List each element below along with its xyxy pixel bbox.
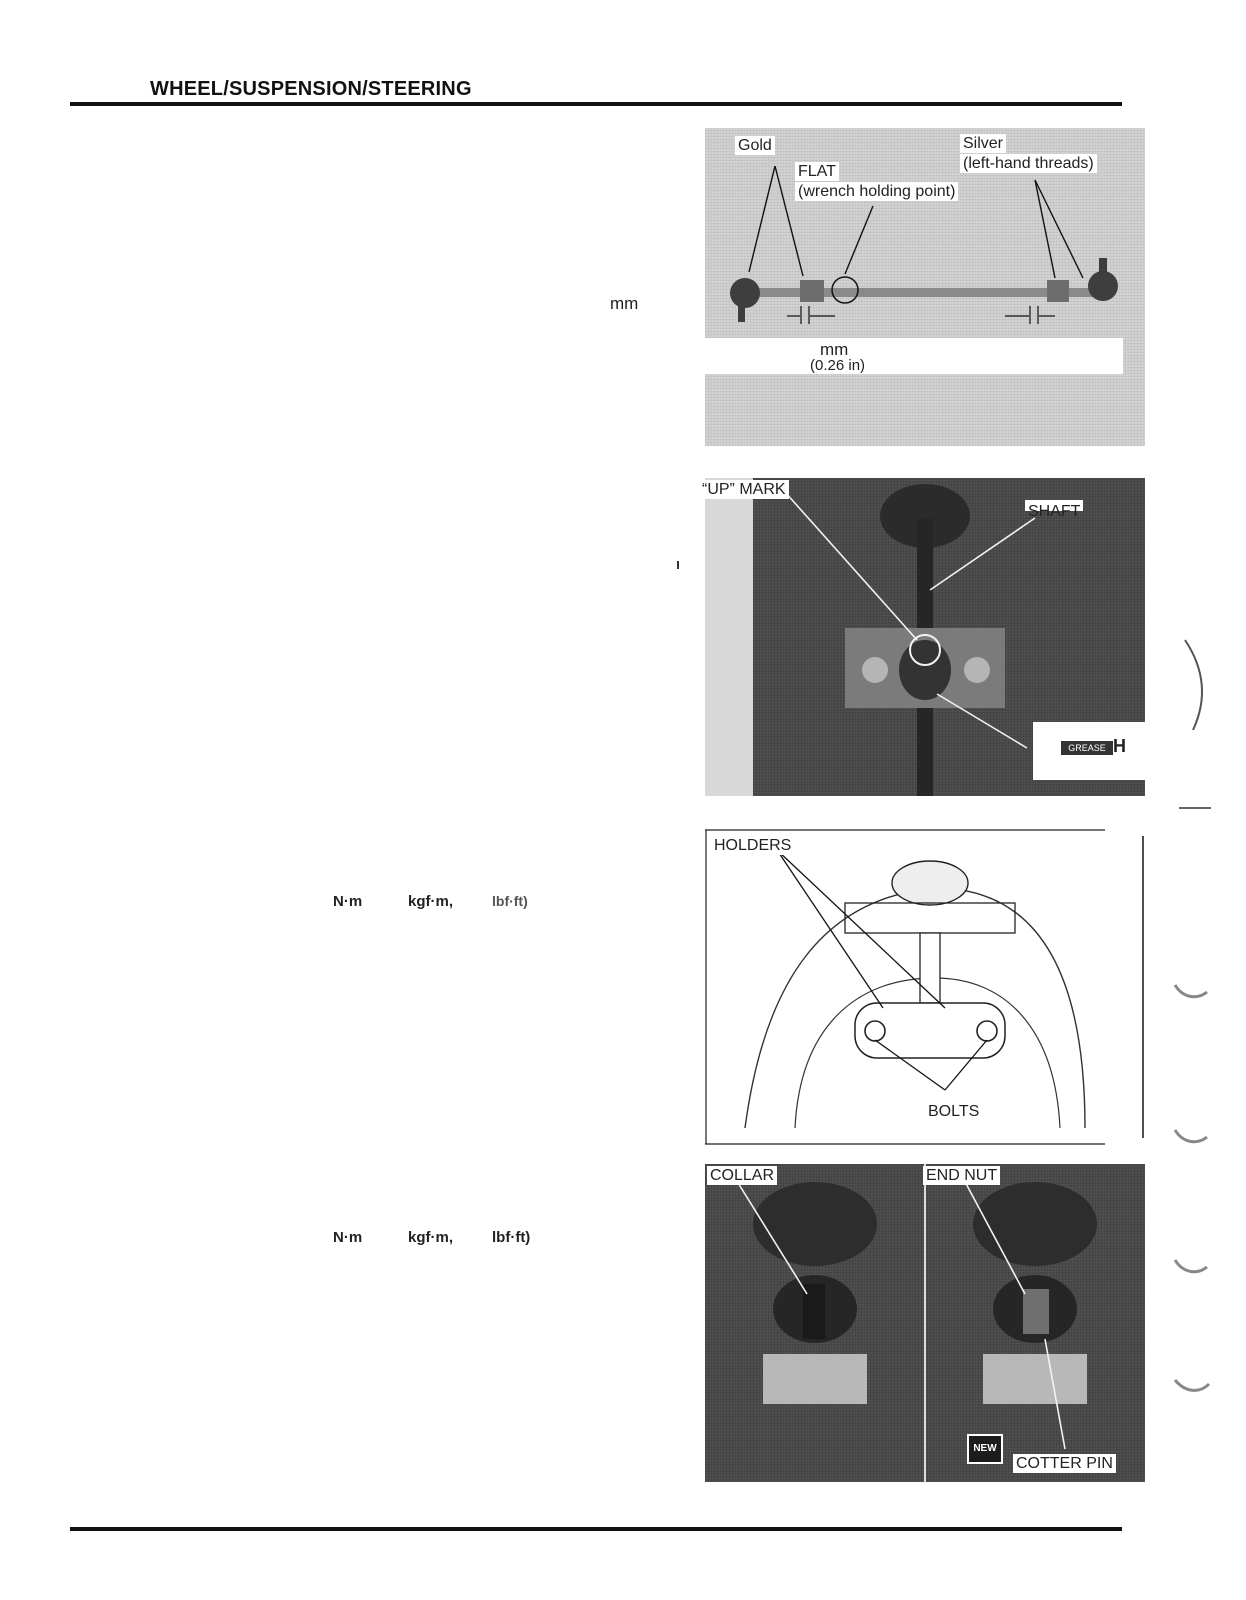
new-part-icon: NEW	[967, 1434, 1003, 1464]
dimension-in-label: (0.26 in)	[810, 357, 866, 374]
up-mark-label: “UP” MARK	[699, 480, 789, 499]
handlebar-boss	[892, 861, 968, 905]
edge-mark-3	[1175, 985, 1207, 997]
edge-mark-1	[1185, 640, 1202, 730]
holder-bolt-left	[865, 1021, 885, 1041]
holders-drawing	[705, 828, 1145, 1146]
holder-bolt-left	[862, 657, 888, 683]
end-nut-figure	[705, 1164, 1145, 1482]
torque-kgfm-2: kgf·m,	[408, 1229, 453, 1246]
flat-note-label: (wrench holding point)	[795, 182, 958, 201]
unit-mm-fragment: mm	[610, 294, 639, 313]
end-nut-label: END NUT	[923, 1166, 1000, 1185]
grease-tail-label: H	[1113, 736, 1126, 756]
collar-label: COLLAR	[707, 1166, 777, 1185]
edge-mark-5	[1175, 1260, 1207, 1272]
text-tick-fragment	[677, 561, 679, 569]
holder-bolt-right	[977, 1021, 997, 1041]
cotter-pin-label: COTTER PIN	[1013, 1454, 1116, 1473]
steering-shaft	[920, 933, 940, 1003]
bolts-label: BOLTS	[925, 1102, 982, 1121]
holder-bolt-right	[964, 657, 990, 683]
edge-mark-6	[1175, 1380, 1209, 1390]
right-lower-housing	[983, 1354, 1087, 1404]
right-boot-top	[973, 1182, 1097, 1266]
ball-joint-right-stud	[1099, 258, 1107, 278]
torque-nm-2: N·m	[333, 1229, 363, 1246]
end-nut-part	[1023, 1289, 1049, 1334]
torque-nm-1: N·m	[333, 893, 363, 910]
grease-icon: GREASE	[1061, 741, 1113, 755]
footer-rule	[70, 1527, 1122, 1531]
silver-note-label: (left-hand threads)	[960, 154, 1097, 173]
tie-rod-figure	[705, 128, 1145, 446]
shaft-label	[1025, 500, 1083, 511]
holders-label: HOLDERS	[711, 836, 794, 855]
left-boot-top	[753, 1182, 877, 1266]
torque-kgfm-1: kgf·m,	[408, 893, 453, 910]
header-rule	[70, 102, 1122, 106]
gold-locknut-left	[800, 280, 824, 302]
shaft-bushing	[899, 640, 951, 700]
holders-figure	[705, 828, 1145, 1146]
dimension-mm-label: mm	[820, 340, 849, 359]
steering-shaft-figure	[702, 478, 1145, 796]
section-title: WHEEL/SUSPENSION/STEERING	[150, 78, 472, 100]
silver-label: Silver	[960, 134, 1006, 153]
ball-joint-left	[730, 278, 760, 308]
silver-locknut-right	[1047, 280, 1069, 302]
torque-lbfft-2: lbf·ft)	[492, 1229, 531, 1246]
ball-joint-left-stud	[738, 304, 745, 322]
tie-rod-drawing	[705, 128, 1145, 446]
torque-lbfft-1: lbf·ft)	[492, 893, 528, 909]
dimension-band	[705, 338, 1123, 374]
left-lower-housing	[763, 1354, 867, 1404]
end-nut-drawing	[705, 1164, 1145, 1482]
page-edge-marks	[1175, 640, 1215, 1400]
flat-label: FLAT	[795, 162, 839, 181]
edge-mark-4	[1175, 1130, 1207, 1142]
gold-label: Gold	[735, 136, 775, 155]
handlebar-clamp	[845, 903, 1015, 933]
